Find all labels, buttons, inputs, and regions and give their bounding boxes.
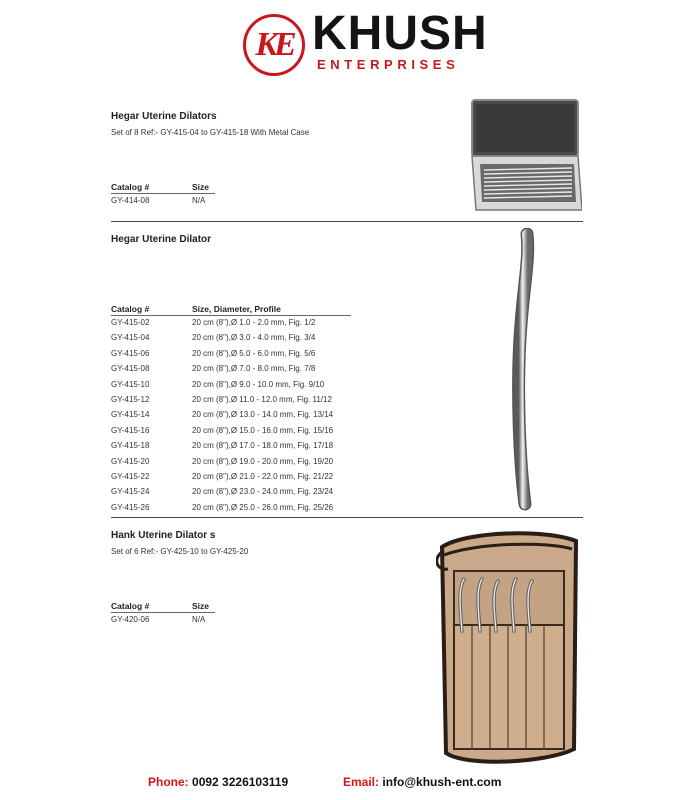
table-row-catalog: GY-415-16 — [111, 425, 150, 435]
table-row-spec: 20 cm (8"),Ø 23.0 - 24.0 mm, Fig. 23/24 — [192, 487, 334, 497]
divider — [111, 221, 583, 222]
section3-col-size: Size — [192, 601, 210, 611]
section1-col-size: Size — [192, 182, 210, 192]
brand-logo — [243, 14, 305, 76]
table-row-catalog: GY-415-14 — [111, 410, 150, 420]
section3-subtitle: Set of 6 Ref:- GY-425-10 to GY-425-20 — [111, 547, 249, 556]
section2-header-rule — [111, 315, 351, 316]
section2-col-catalog: Catalog # — [111, 304, 150, 314]
section1-header-rule — [111, 193, 215, 194]
table-row-spec: 20 cm (8"),Ø 15.0 - 16.0 mm, Fig. 15/16 — [192, 425, 334, 435]
table-row-catalog: GY-415-02 — [111, 318, 150, 327]
section1-col-catalog: Catalog # — [111, 182, 150, 192]
brand-monogram: KE — [255, 26, 293, 63]
phone-label: Phone: — [148, 775, 189, 789]
table-row-catalog: GY-415-22 — [111, 472, 150, 481]
table-row-spec: 20 cm (8"),Ø 7.0 - 8.0 mm, Fig. 7/8 — [192, 364, 316, 374]
dilator-image — [505, 228, 545, 512]
table-row-spec: 20 cm (8"),Ø 5.0 - 6.0 mm, Fig. 5/6 — [192, 348, 316, 358]
section1-title: Hegar Uterine Dilators — [111, 111, 217, 122]
footer-phone — [148, 775, 288, 789]
table-row-catalog: GY-415-26 — [111, 502, 150, 512]
table-row-spec: 20 cm (8"),Ø 1.0 - 2.0 mm, Fig. 1/2 — [192, 318, 316, 327]
section1-row-size: N/A — [192, 196, 206, 205]
table-row-spec: 20 cm (8"),Ø 17.0 - 18.0 mm, Fig. 17/18 — [192, 441, 334, 451]
table-row-spec: 20 cm (8"),Ø 11.0 - 12.0 mm, Fig. 11/12 — [192, 395, 332, 404]
email-address[interactable]: info@khush-ent.com — [382, 775, 502, 789]
table-row-catalog: GY-415-04 — [111, 333, 150, 343]
metal-case-image — [470, 98, 582, 214]
table-row-catalog: GY-415-08 — [111, 364, 150, 374]
table-row-catalog: GY-415-10 — [111, 379, 150, 389]
section1-row-catalog: GY-414-08 — [111, 196, 150, 205]
section2-col-size: Size, Diameter, Profile — [192, 304, 281, 314]
table-row-spec: 20 cm (8"),Ø 25.0 - 26.0 mm, Fig. 25/26 — [192, 502, 334, 512]
brand-name: KHUSH — [312, 7, 488, 60]
canvas-roll-image — [436, 527, 582, 775]
section3-header-rule — [111, 612, 215, 613]
table-row-catalog: GY-415-12 — [111, 395, 150, 404]
footer-email — [343, 775, 501, 789]
table-row-catalog: GY-415-24 — [111, 487, 150, 497]
section3-row-size: N/A — [192, 615, 206, 624]
table-row-spec: 20 cm (8"),Ø 9.0 - 10.0 mm, Fig. 9/10 — [192, 379, 325, 389]
section3-col-catalog: Catalog # — [111, 601, 150, 611]
section3-title: Hank Uterine Dilator s — [111, 530, 216, 541]
table-row-spec: 20 cm (8"),Ø 21.0 - 22.0 mm, Fig. 21/22 — [192, 472, 334, 481]
section1-subtitle: Set of 8 Ref:- GY-415-04 to GY-415-18 With Metal Case — [111, 128, 310, 137]
table-row-spec: 20 cm (8"),Ø 13.0 - 14.0 mm, Fig. 13/14 — [192, 410, 334, 420]
phone-number[interactable]: 0092 3226103119 — [192, 775, 289, 789]
section2-title: Hegar Uterine Dilator — [111, 234, 212, 245]
table-row-catalog: GY-415-18 — [111, 441, 150, 451]
table-row-catalog: GY-415-20 — [111, 456, 150, 466]
table-row-catalog: GY-415-06 — [111, 348, 150, 358]
table-row-spec: 20 cm (8"),Ø 19.0 - 20.0 mm, Fig. 19/20 — [192, 456, 334, 466]
divider — [111, 517, 583, 518]
email-label: Email: — [343, 775, 380, 789]
brand-subtitle: ENTERPRISES — [317, 57, 460, 72]
table-row-spec: 20 cm (8"),Ø 3.0 - 4.0 mm, Fig. 3/4 — [192, 333, 316, 343]
section3-row-catalog: GY-420-06 — [111, 615, 150, 624]
